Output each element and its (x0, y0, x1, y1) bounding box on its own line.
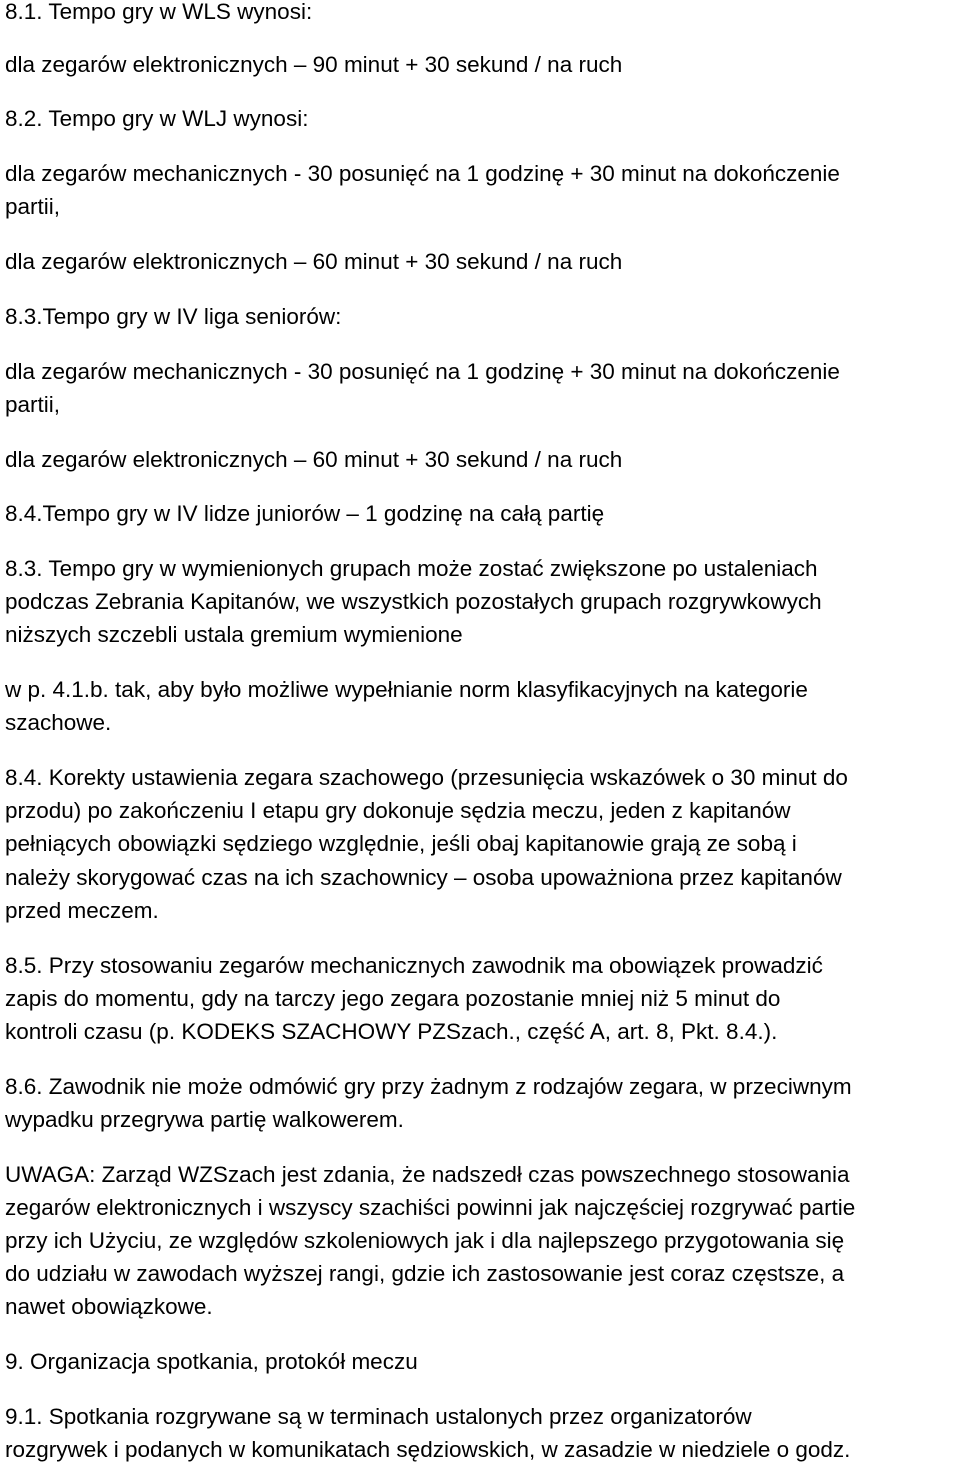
text-line: dla zegarów mechanicznych - 30 posunięć na 1 godzinę + 30 minut na dokończenie (5, 359, 840, 384)
text-line: 8.5. Przy stosowaniu zegarów mechanicznych zawodnik ma obowiązek prowadzić (5, 953, 823, 978)
text-line: dla zegarów elektronicznych – 90 minut + 30 sekund / na ruch (5, 52, 623, 77)
text-line: dla zegarów mechanicznych - 30 posunięć na 1 godzinę + 30 minut na dokończenie (5, 161, 840, 186)
text-line-8-1-heading: 8.1. Tempo gry w WLS wynosi: (5, 0, 313, 24)
text-line-uwaga: UWAGA: Zarząd WZSzach jest zdania, że nadszedł czas powszechnego stosowania (5, 1162, 850, 1187)
text-line: szachowe. (5, 710, 112, 735)
text-line: do udziału w zawodach wyższej rangi, gdzie ich zastosowanie jest coraz częstsze, a (5, 1261, 845, 1286)
text-line: zegarów elektronicznych i wszyscy szachiści powinni jak najczęściej rozgrywać partie (5, 1195, 856, 1220)
text-line: partii, (5, 392, 61, 417)
text-line: niższych szczebli ustala gremium wymienione (5, 622, 463, 647)
text-line: przodu) po zakończeniu I etapu gry dokonuje sędzia meczu, jeden z kapitanów (5, 798, 791, 823)
text-line-8-2-heading: 8.2. Tempo gry w WLJ wynosi: (5, 106, 309, 131)
text-line: podczas Zebrania Kapitanów, we wszystkich pozostałych grupach rozgrywkowych (5, 589, 822, 614)
text-line: 9.1. Spotkania rozgrywane są w terminach ustalonych przez organizatorów (5, 1404, 752, 1429)
text-line: w p. 4.1.b. tak, aby było możliwe wypełnianie norm klasyfikacyjnych na kategorie (5, 677, 808, 702)
text-line: przed meczem. (5, 898, 159, 923)
text-line: należy skorygować czas na ich szachownicy – osoba upoważniona przez kapitanów (5, 865, 842, 890)
text-line: dla zegarów elektronicznych – 60 minut + 30 sekund / na ruch (5, 249, 623, 274)
text-line-8-3-heading: 8.3.Tempo gry w IV liga seniorów: (5, 304, 342, 329)
text-line: przy ich Użyciu, ze względów szkoleniowych jak i dla najlepszego przygotowania się (5, 1228, 845, 1253)
text-line: pełniących obowiązki sędziego względnie, jeśli obaj kapitanowie grają ze sobą i (5, 831, 797, 856)
section-9-heading: 9. Organizacja spotkania, protokół meczu (5, 1349, 418, 1374)
text-line-8-4-heading: 8.4.Tempo gry w IV lidze juniorów – 1 godzinę na całą partię (5, 501, 605, 526)
text-line: dla zegarów elektronicznych – 60 minut + 30 sekund / na ruch (5, 447, 623, 472)
text-line: nawet obowiązkowe. (5, 1294, 213, 1319)
text-line: partii, (5, 194, 61, 219)
text-line: kontroli czasu (p. KODEKS SZACHOWY PZSzach., część A, art. 8, Pkt. 8.4.). (5, 1019, 778, 1044)
text-line: 8.3. Tempo gry w wymienionych grupach może zostać zwiększone po ustaleniach (5, 556, 818, 581)
text-line: 8.6. Zawodnik nie może odmówić gry przy żadnym z rodzajów zegara, w przeciwnym (5, 1074, 852, 1099)
text-line: rozgrywek i podanych w komunikatach sędziowskich, w zasadzie w niedziele o godz. (5, 1437, 851, 1462)
text-line: 8.4. Korekty ustawienia zegara szachowego (przesunięcia wskazówek o 30 minut do (5, 765, 848, 790)
text-line: zapis do momentu, gdy na tarczy jego zegara pozostanie mniej niż 5 minut do (5, 986, 781, 1011)
text-line: wypadku przegrywa partię walkowerem. (5, 1107, 404, 1132)
